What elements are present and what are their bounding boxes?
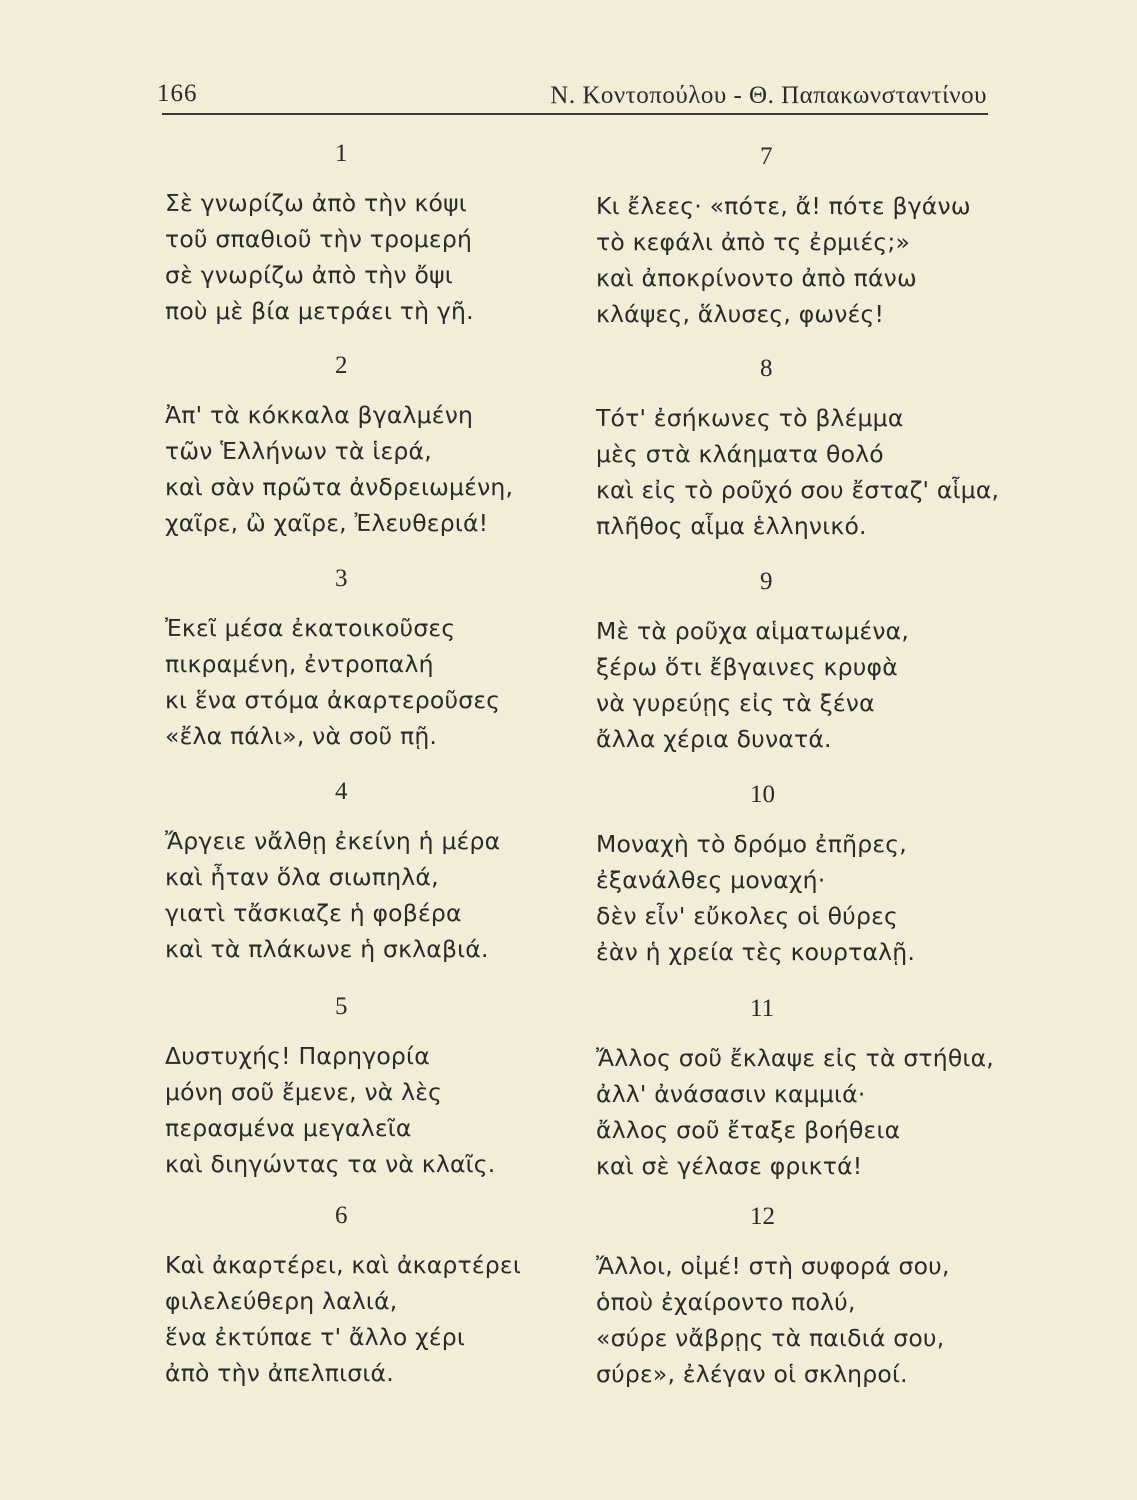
verse-line: κι ἕνα στόμα ἀκαρτεροῦσες xyxy=(165,686,501,714)
stanza-number: 7 xyxy=(760,143,773,170)
verse-line: δὲν εἶν' εὔκολες οἱ θύρες xyxy=(596,902,898,930)
verse-line: καὶ ἀποκρίνοντο ἀπὸ πάνω xyxy=(596,264,917,292)
verse-line: ἕνα ἐκτύπαε τ' ἄλλο χέρι xyxy=(165,1323,466,1351)
stanza-number: 9 xyxy=(760,568,773,595)
verse-line: μὲς στὰ κλάηματα θολό xyxy=(596,440,884,468)
verse-line: Μὲ τὰ ροῦχα αἱματωμένα, xyxy=(596,617,910,645)
verse-line: σὲ γνωρίζω ἀπὸ τὴν ὄψι xyxy=(165,261,453,289)
verse-line: καὶ εἰς τὸ ροῦχό σου ἔσταζ' αἷμα, xyxy=(596,476,1000,504)
verse-line: ἐὰν ἡ χρεία τὲς κουρταλῇ. xyxy=(596,938,916,966)
stanza-number: 5 xyxy=(335,993,348,1020)
verse-line: Τότ' ἐσήκωνες τὸ βλέμμα xyxy=(596,404,904,432)
verse-line: τὸ κεφάλι ἀπὸ τς ἐρμιές;» xyxy=(596,228,911,256)
stanza-number: 10 xyxy=(750,781,775,808)
verse-line: ἀλλ' ἀνάσασιν καμμιά· xyxy=(596,1080,866,1108)
verse-line: ἄλλα χέρια δυνατά. xyxy=(596,725,832,753)
verse-line: Ἄλλοι, οἰμέ! στὴ συφορά σου, xyxy=(596,1252,950,1280)
verse-line: πικραμένη, ἐντροπαλή xyxy=(165,650,434,678)
stanza-number: 6 xyxy=(335,1202,348,1229)
verse-line: κλάψες, ἅλυσες, φωνές! xyxy=(596,300,885,328)
verse-line: μόνη σοῦ ἔμενε, νὰ λὲς xyxy=(165,1078,443,1106)
verse-line: ἄλλος σοῦ ἔταξε βοήθεια xyxy=(596,1116,901,1144)
verse-line: «ἔλα πάλι», νὰ σοῦ πῇ. xyxy=(165,722,438,750)
verse-line: πλῆθος αἷμα ἑλληνικό. xyxy=(596,512,867,540)
verse-line: ξέρω ὅτι ἔβγαινες κρυφὰ xyxy=(596,653,898,681)
verse-line: νὰ γυρεύῃς εἰς τὰ ξένα xyxy=(596,689,875,717)
verse-line: ὁποὺ ἐχαίροντο πολύ, xyxy=(596,1288,856,1316)
verse-line: Ἀπ' τὰ κόκκαλα βγαλμένη xyxy=(165,401,474,429)
verse-line: Καὶ ἀκαρτέρει, καὶ ἀκαρτέρει xyxy=(165,1251,521,1279)
verse-line: καὶ διηγώντας τα νὰ κλαῖς. xyxy=(165,1150,496,1178)
stanza-number: 1 xyxy=(335,140,348,167)
stanza-number: 2 xyxy=(335,352,348,379)
verse-line: τοῦ σπαθιοῦ τὴν τρομερή xyxy=(165,225,473,253)
verse-line: καὶ σὲ γέλασε φρικτά! xyxy=(596,1152,863,1180)
verse-line: χαῖρε, ὢ χαῖρε, Ἐλευθεριά! xyxy=(165,509,489,537)
verse-line: ἐξανάλθες μοναχή· xyxy=(596,866,826,894)
stanza-number: 4 xyxy=(335,778,348,805)
verse-line: Ἄλλος σοῦ ἔκλαψε εἰς τὰ στήθια, xyxy=(596,1044,994,1072)
verse-line: ἀπὸ τὴν ἀπελπισιά. xyxy=(165,1359,394,1387)
verse-line: Ἐκεῖ μέσα ἐκατοικοῦσες xyxy=(165,614,456,642)
verse-line: ποὺ μὲ βία μετράει τὴ γῆ. xyxy=(165,297,474,325)
verse-line: Ἄργειε νἄλθῃ ἐκείνη ἡ μέρα xyxy=(165,827,501,855)
verse-line: Δυστυχής! Παρηγορία xyxy=(165,1042,430,1070)
verse-line: φιλελεύθερη λαλιά, xyxy=(165,1287,398,1315)
verse-line: τῶν Ἑλλήνων τὰ ἱερά, xyxy=(165,437,432,465)
verse-line: γιατὶ τἄσκιαζε ἡ φοβέρα xyxy=(165,899,462,927)
stanza-number: 12 xyxy=(750,1203,775,1230)
verse-line: καὶ ἦταν ὅλα σιωπηλά, xyxy=(165,863,439,891)
page-number: 166 xyxy=(157,80,198,107)
verse-line: «σύρε νἄβρῃς τὰ παιδιά σου, xyxy=(596,1324,945,1352)
running-head: Ν. Κοντοπούλου - Θ. Παπακωνσταντίνου xyxy=(550,82,987,109)
stanza-number: 8 xyxy=(760,355,773,382)
verse-line: Μοναχὴ τὸ δρόμο ἐπῆρες, xyxy=(596,830,907,858)
verse-line: Κι ἔλεες· «πότε, ἄ! πότε βγάνω xyxy=(596,192,971,220)
verse-line: καὶ τὰ πλάκωνε ἡ σκλαβιά. xyxy=(165,935,489,963)
header-rule xyxy=(162,113,988,115)
stanza-number: 11 xyxy=(750,995,775,1022)
verse-line: καὶ σὰν πρῶτα ἀνδρειωμένη, xyxy=(165,473,514,501)
stanza-number: 3 xyxy=(335,565,348,592)
verse-line: σύρε», ἐλέγαν οἱ σκληροί. xyxy=(596,1360,908,1388)
verse-line: Σὲ γνωρίζω ἀπὸ τὴν κόψι xyxy=(165,189,467,217)
verse-line: περασμένα μεγαλεῖα xyxy=(165,1114,412,1142)
